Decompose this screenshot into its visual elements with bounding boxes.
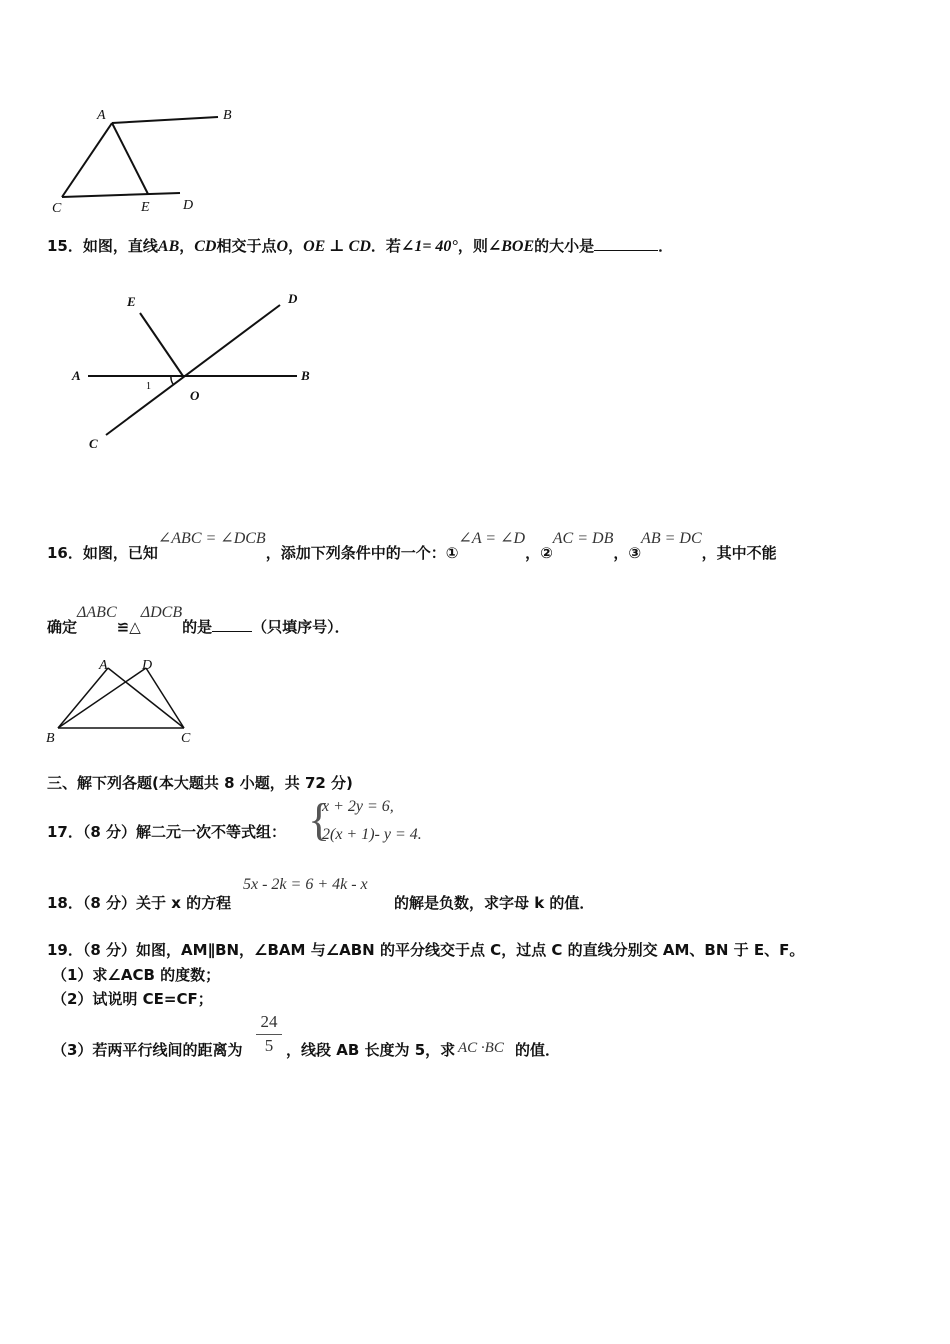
label-b: B xyxy=(46,731,55,746)
q15-target: ∠BOE xyxy=(487,238,535,255)
label-c: C xyxy=(181,731,191,746)
question-15 xyxy=(47,235,673,256)
q16-given: ∠ABC = ∠DCB xyxy=(157,530,266,547)
q16-add: ，添加下列条件中的一个：① xyxy=(265,544,459,562)
q16-cond-3: AB = DC xyxy=(641,530,702,547)
question-16-line2 xyxy=(47,601,350,636)
q15-number: 15． xyxy=(47,237,83,255)
segment-bd xyxy=(58,668,146,728)
q16-cond-2: AC = DB xyxy=(552,530,614,547)
q19-part-3a: （3）若两平行线间的距离为 xyxy=(52,1041,243,1059)
segment-ac xyxy=(108,668,184,728)
segment-dc xyxy=(146,668,184,728)
q15-text: 如图，直线 xyxy=(82,237,158,255)
segment-cd xyxy=(62,193,180,197)
q15-answer-blank[interactable] xyxy=(594,250,658,251)
q19-part-2: （2）试说明 CE=CF； xyxy=(52,990,213,1008)
q16-tail: ，其中不能 xyxy=(701,544,777,562)
label-e: E xyxy=(141,200,150,215)
ray-oe xyxy=(140,313,183,376)
q15-o: O xyxy=(276,238,289,255)
q18-equation: 5x - 2k = 6 + 4k - x xyxy=(243,876,368,893)
label-1: 1 xyxy=(146,381,151,392)
figure-q15 xyxy=(60,285,330,460)
q19-fraction xyxy=(256,1012,282,1056)
segment-ae xyxy=(112,123,148,194)
q15-cd: CD xyxy=(194,238,217,255)
q16-cond-1: ∠A = ∠D xyxy=(458,530,526,547)
q19-expression: AC ·BC xyxy=(458,1040,504,1056)
figure-q16 xyxy=(40,655,210,750)
q15-angle: ∠1= 40° xyxy=(400,238,458,255)
q16-tri2: ΔDCB xyxy=(140,604,183,621)
question-16-line1 xyxy=(47,527,777,561)
question-17: 17．（8 分）解二元一次不等式组： xyxy=(47,823,287,841)
q15-comma: ， xyxy=(179,237,195,255)
label-a: A xyxy=(97,108,106,123)
label-d: D xyxy=(288,291,298,306)
q19-part-1: （1）求∠ACB 的度数； xyxy=(52,966,221,984)
q19-part-3b: ，线段 AB 长度为 5，求 xyxy=(286,1041,456,1059)
q16-number: 16．如图，已知 xyxy=(47,544,158,562)
label-a: A xyxy=(72,368,81,383)
label-e: E xyxy=(127,294,136,309)
q19-frac-num: 24 xyxy=(256,1012,282,1035)
angle-1-arc xyxy=(171,376,173,384)
question-18: 18．（8 分）关于 x 的方程 xyxy=(47,894,232,912)
segment-ab xyxy=(112,117,218,123)
q15-mid: 相交于点 xyxy=(216,237,277,255)
section-3-heading: 三、解下列各题(本大题共 8 小题，共 72 分) xyxy=(47,774,353,792)
label-c: C xyxy=(52,201,62,216)
q15-condition: OE ⊥ CD xyxy=(303,238,371,255)
q16-line2a: 确定 xyxy=(47,618,78,636)
q15-tail: 的大小是 xyxy=(534,237,595,255)
line-cd xyxy=(106,305,280,435)
q19-frac-den: 5 xyxy=(264,1036,274,1055)
question-19: 19．（8 分）如图，AM∥BN，∠BAM 与∠ABN 的平分线交于点 C，过点 C 的直线分别交 AM、BN 于 E、F。 xyxy=(47,941,805,959)
figure-q14 xyxy=(40,100,260,220)
q16-sep3: ，③ xyxy=(613,544,642,562)
q15-end: ． xyxy=(658,237,674,255)
q18-tail: 的解是负数，求字母 k 的值． xyxy=(394,894,595,912)
q16-tri1: ΔABC xyxy=(77,604,117,621)
q16-answer-blank[interactable] xyxy=(212,631,252,632)
q15-ab: AB xyxy=(157,238,180,255)
q16-cong: ≌△ xyxy=(116,618,141,636)
label-b: B xyxy=(223,108,232,123)
q17-equation-1: x + 2y = 6, xyxy=(322,798,394,815)
label-a: A xyxy=(99,658,108,673)
label-d: D xyxy=(183,198,194,213)
q15-then: ，则 xyxy=(457,237,488,255)
label-b: B xyxy=(301,368,310,383)
label-c: C xyxy=(89,436,98,451)
segment-ba xyxy=(58,668,108,728)
q16-line2c: （只填序号）． xyxy=(252,618,350,636)
segment-ac xyxy=(62,123,112,197)
q17-equation-2: 2(x + 1)- y = 4. xyxy=(322,826,422,843)
label-d: D xyxy=(142,658,153,673)
q16-line2b: 的是 xyxy=(182,618,213,636)
q19-part-3c: 的值． xyxy=(515,1041,561,1059)
q16-sep2: ，② xyxy=(525,544,553,562)
q15-if: ．若 xyxy=(370,237,401,255)
q15-comma2: ， xyxy=(288,237,304,255)
q17-brace: { xyxy=(308,794,331,845)
label-o: O xyxy=(190,388,200,403)
